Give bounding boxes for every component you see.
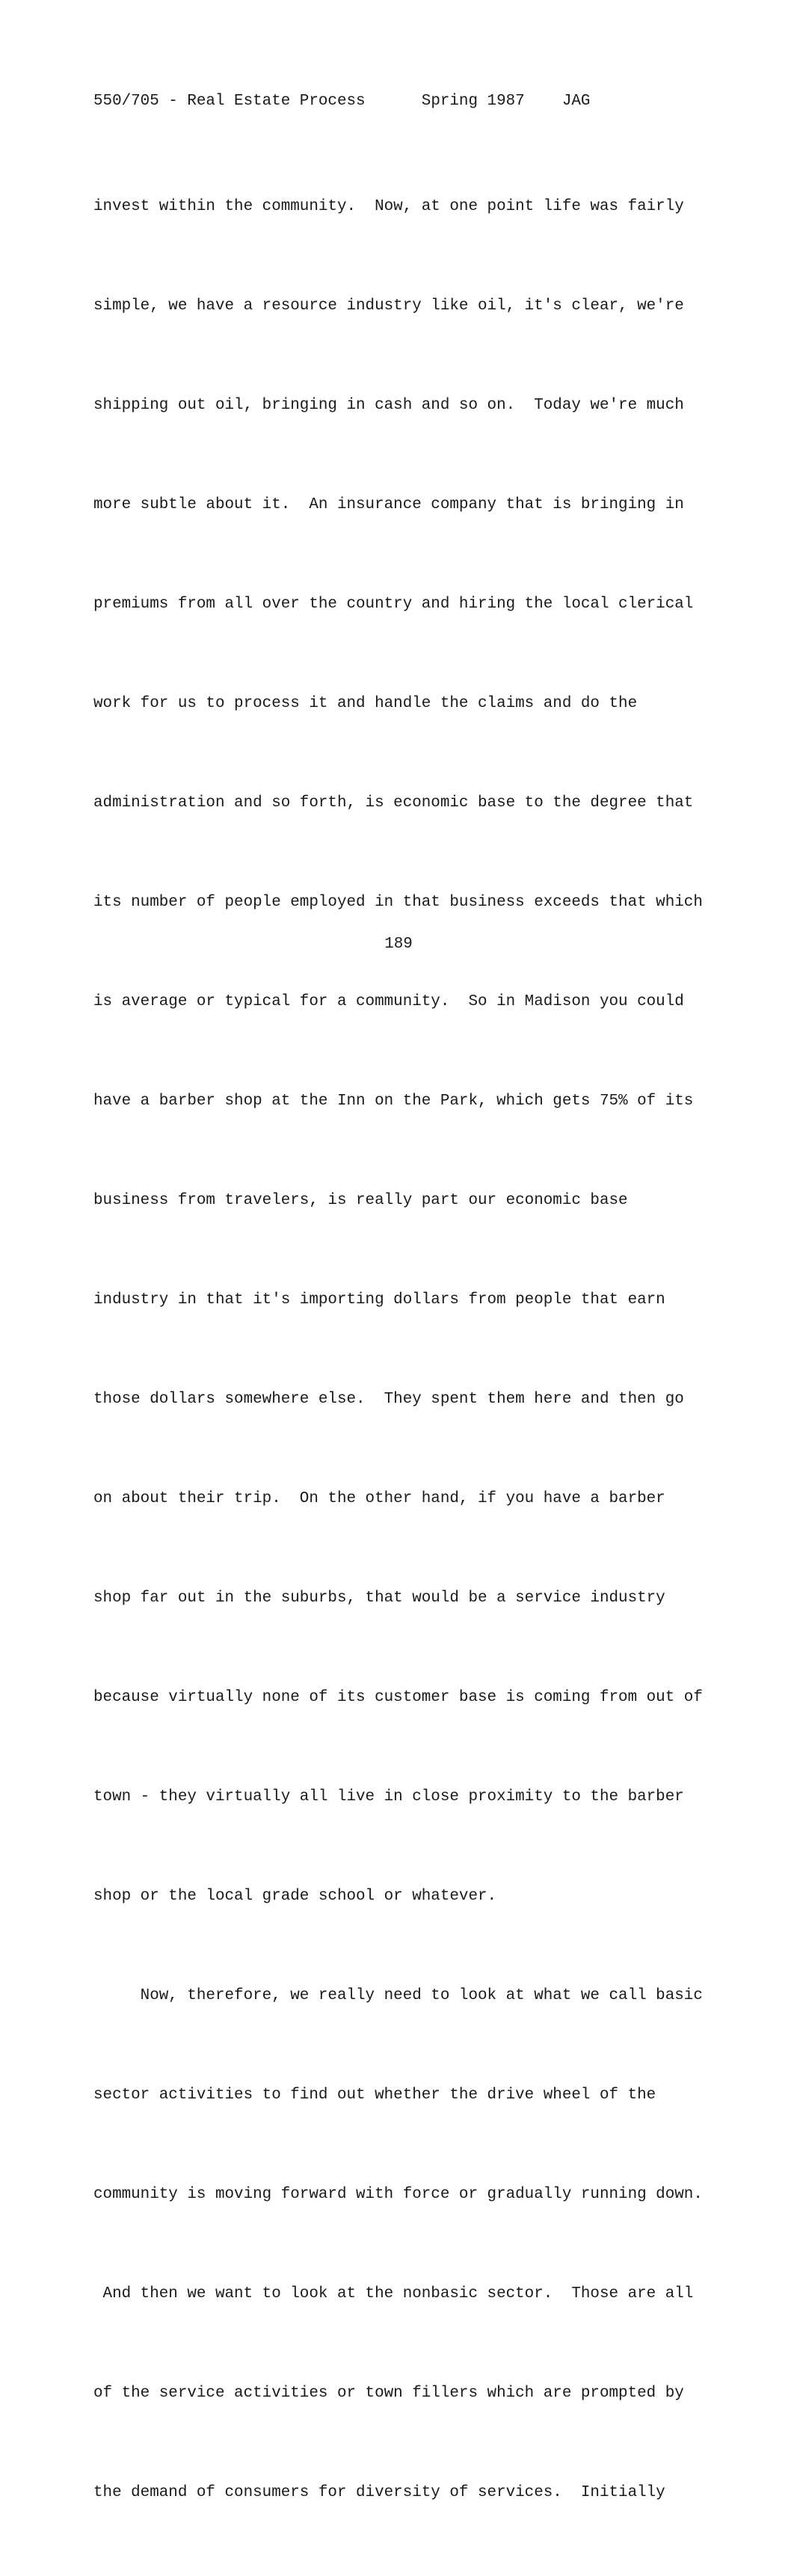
text-line: town - they virtually all live in close proximity to the barber	[93, 1788, 684, 1806]
text-line: shop far out in the suburbs, that would be a service industry	[93, 1590, 665, 1607]
text-line: shop or the local grade school or whatever.	[93, 1888, 497, 1906]
text-line: community is moving forward with force or gradually running down.	[93, 2186, 703, 2204]
text-line: work for us to process it and handle the claims and do the	[93, 694, 638, 712]
text-line: premiums from all over the country and hiring the local clerical	[93, 595, 694, 613]
text-line: have a barber shop at the Inn on the Park, which gets 75% of its	[93, 1092, 694, 1110]
text-line: business from travelers, is really part our economic base	[93, 1192, 628, 1209]
header-term: Spring 1987	[421, 93, 525, 110]
text-line: invest within the community. Now, at one point life was fairly	[93, 197, 684, 215]
text-line: simple, we have a resource industry like oil, it's clear, we're	[93, 297, 684, 315]
text-line: more subtle about it. An insurance company that is bringing in	[93, 495, 684, 513]
text-line: administration and so forth, is economic base to the degree that	[93, 794, 694, 812]
body-text	[93, 124, 714, 2576]
text-line: industry in that it's importing dollars from people that earn	[93, 1291, 665, 1309]
header-initials: JAG	[561, 93, 591, 110]
text-line: its number of people employed in that business exceeds that which	[93, 893, 703, 911]
text-line: on about their trip. On the other hand, if you have a barber	[93, 1490, 665, 1508]
text-line: those dollars somewhere else. They spent them here and then go	[93, 1391, 684, 1409]
text-line: the demand of consumers for diversity of services. Initially	[93, 2484, 665, 2502]
text-line: Now, therefore, we really need to look at what we call basic	[93, 1987, 703, 2005]
text-line: shipping out oil, bringing in cash and so on. Today we're much	[93, 396, 684, 414]
header-course: 550/705 - Real Estate Process	[93, 93, 366, 110]
page-header	[93, 91, 590, 112]
text-line: is average or typical for a community. So in Madison you could	[93, 992, 684, 1010]
text-line: sector activities to find out whether the drive wheel of the	[93, 2087, 656, 2104]
text-line: of the service activities or town fillers which are prompted by	[93, 2385, 684, 2403]
text-line: because virtually none of its customer base is coming from out of	[93, 1689, 703, 1707]
page-number: 189	[384, 936, 413, 953]
text-line: And then we want to look at the nonbasic sector. Those are all	[93, 2285, 694, 2303]
